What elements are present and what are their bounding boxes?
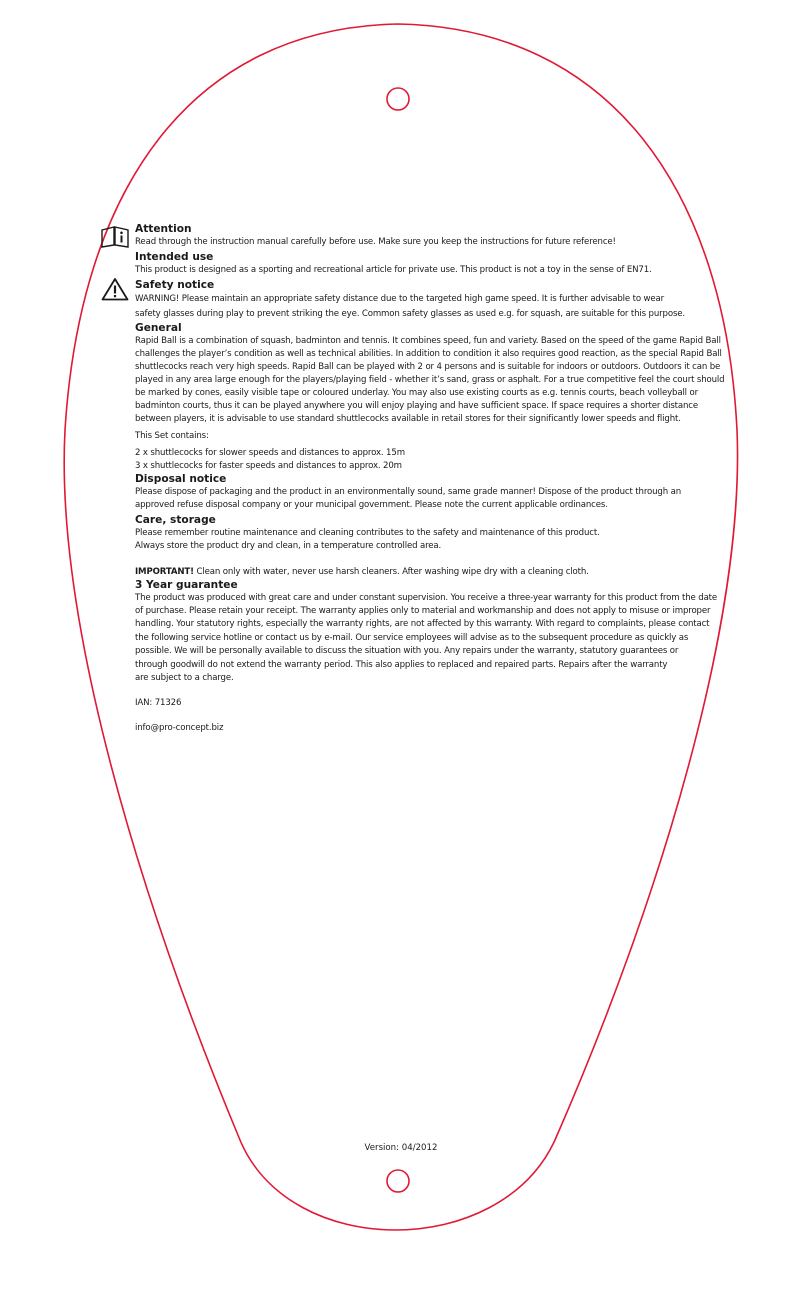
guarantee-text: The product was produced with great care and under constant supervision. You receive a three-year warranty for this product from the date of purchase. Please retain your receipt. The warranty applies only to material and workmanship and does not apply to misuse or improper handling. Your statutory rights, especially the warranty rights, are not affected by this warranty. With regard to complaints, please contact the following service hotline or contact us by e-mail. Our service employees will advise as to the subsequent procedure as quickly as possible. We will be personally available to discuss the situation with you. Any repairs under the warranty, statutory guarantees or through goodwill do not extend the warranty period. This also applies to replaced and repaired parts. Repairs after the warranty are subject to a charge. (135, 592, 718, 684)
hang-hole-top (387, 88, 409, 110)
disposal-text: Please dispose of packaging and the product in an environmentally sound, same grade manner! Dispose of the product through an approved refuse disposal company or your municipal government. Please note the current applicable ordinances. (135, 487, 682, 511)
warning-triangle-icon (101, 277, 129, 301)
important-label: IMPORTANT! (135, 566, 194, 577)
set-item-2: 3 x shuttlecocks for faster speeds and distances to approx. 20m (135, 461, 402, 472)
care-line-2: Always store the product dry and clean, in a temperature controlled area. (135, 540, 442, 551)
care-important (135, 553, 741, 579)
hang-hole-bottom (387, 1170, 409, 1192)
important-text: Clean only with water, never use harsh cleaners. After washing wipe dry with a cleaning cloth. (193, 566, 589, 577)
manual-book-icon (101, 226, 129, 248)
intended-use-text: This product is designed as a sporting and recreational article for private use. This product is not a toy in the sense of EN71. (135, 264, 652, 275)
set-item-1: 2 x shuttlecocks for slower speeds and distances to approx. 15m (135, 448, 405, 459)
disposal-heading: Disposal notice (135, 473, 227, 486)
safety-text: WARNING! Please maintain an appropriate safety distance due to the targeted high game speed. It is further advisable to wear safety glasses during play to prevent striking the eye. Common safety glasses as used e.g. for squash, are suitable for this purpose. (135, 293, 685, 319)
attention-heading: Attention (135, 223, 192, 235)
general-text: Rapid Ball is a combination of squash, badminton and tennis. It combines speed, fun and variety. Based on the speed of the game Rapid Ball challenges the player’s condition as well as technical abilities. In addition to condition it also requires good reaction, as the special Rapid Ball shuttlecocks reach very high speeds. Rapid Ball can be played with 2 or 4 persons and is suitable for indoors or outdoors. Outdoors it can be played in any area large enough for the players/playing field - whether it’s sand, grass or asphalt. For a true competitive feel the court should be marked by cones, easily visible tape or coloured underlay. You may also use existing courts as e.g. tennis courts, beach volleyball or badminton courts, thus it can be played anywhere you will enjoy playing and have sufficient space. If space requires a shorter distance between players, it is advisable to use standard shuttlecocks available in retail stores for their significantly lower speeds and flight. (135, 335, 725, 425)
contact-email: info@pro-concept.biz (135, 723, 224, 734)
set-intro: This Set contains: (135, 431, 209, 442)
version-label: Version: 04/2012 (364, 1143, 438, 1153)
intended-use-heading: Intended use (135, 250, 214, 263)
instructions-body (135, 223, 741, 735)
care-heading: Care, storage (135, 514, 216, 526)
attention-text: Read through the instruction manual carefully before use. Make sure you keep the instructions for future reference! (135, 237, 616, 247)
ian-number: IAN: 71326 (135, 698, 182, 709)
care-line-1: Please remember routine maintenance and cleaning contributes to the safety and maintenance of this product. (135, 528, 600, 538)
general-heading: General (135, 321, 182, 334)
guarantee-heading: 3 Year guarantee (135, 578, 238, 591)
safety-heading: Safety notice (135, 278, 215, 291)
